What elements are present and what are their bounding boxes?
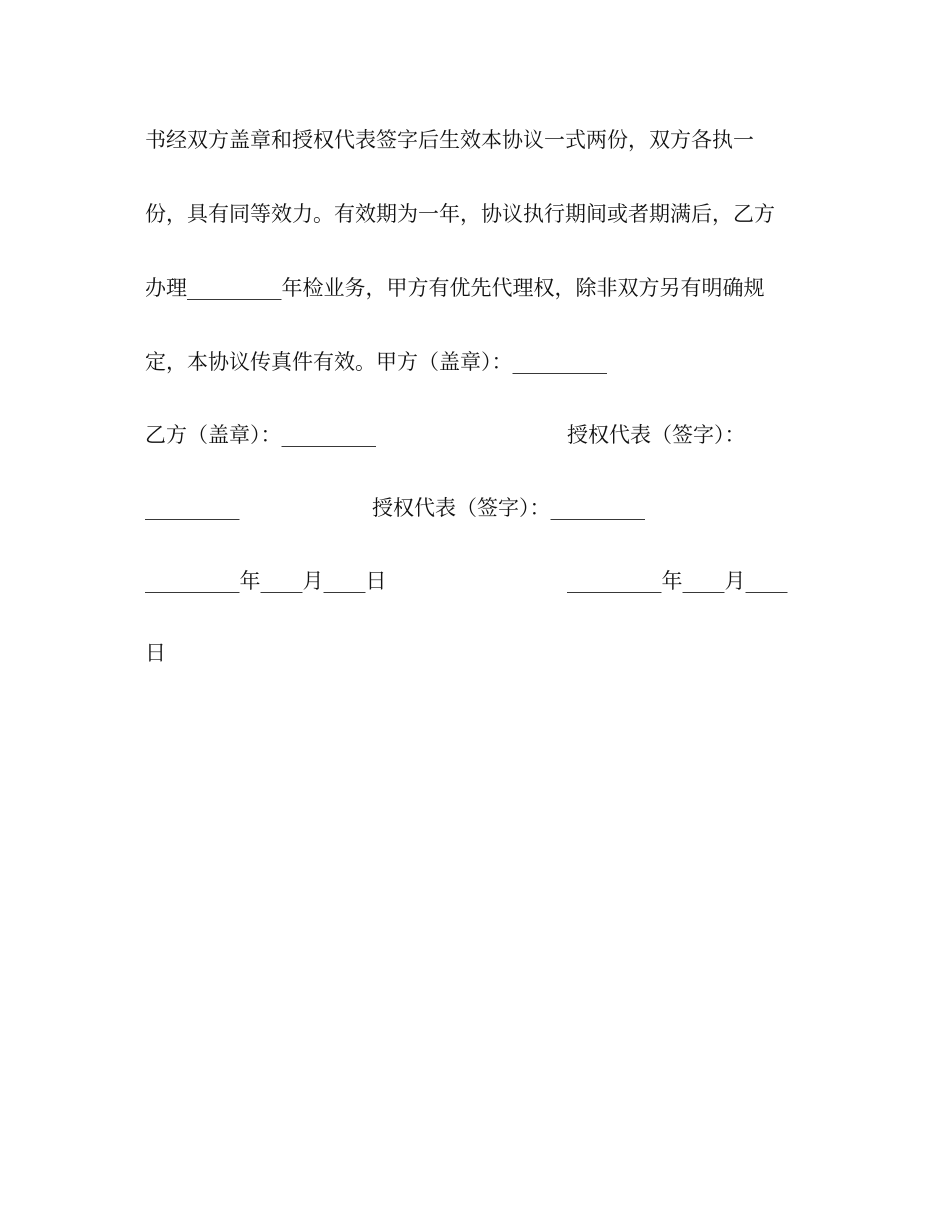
date-line-right-tail: 日 bbox=[145, 641, 166, 665]
authorized-rep-sign-right: 授权代表（签字）： bbox=[567, 423, 746, 447]
paragraph-line-2: 份，具有同等效力。有效期为一年，协议执行期间或者期满后，乙方 bbox=[145, 202, 775, 226]
paragraph-line-3: 办理_________年检业务，甲方有优先代理权，除非双方另有明确规 bbox=[145, 276, 765, 300]
authorized-rep-sign-mid: 授权代表（签字）：_________ bbox=[372, 496, 645, 520]
party-b-seal-line: 乙方（盖章）：_________ bbox=[145, 423, 376, 447]
paragraph-line-1: 书经双方盖章和授权代表签字后生效本协议一式两份，双方各执一 bbox=[145, 128, 754, 152]
date-line-left: _________年____月____日 bbox=[145, 569, 387, 593]
date-line-right: _________年____月____ bbox=[567, 569, 788, 593]
signature-blank-left: _________ bbox=[145, 496, 240, 520]
paragraph-line-4: 定，本协议传真件有效。甲方（盖章）：_________ bbox=[145, 350, 607, 374]
